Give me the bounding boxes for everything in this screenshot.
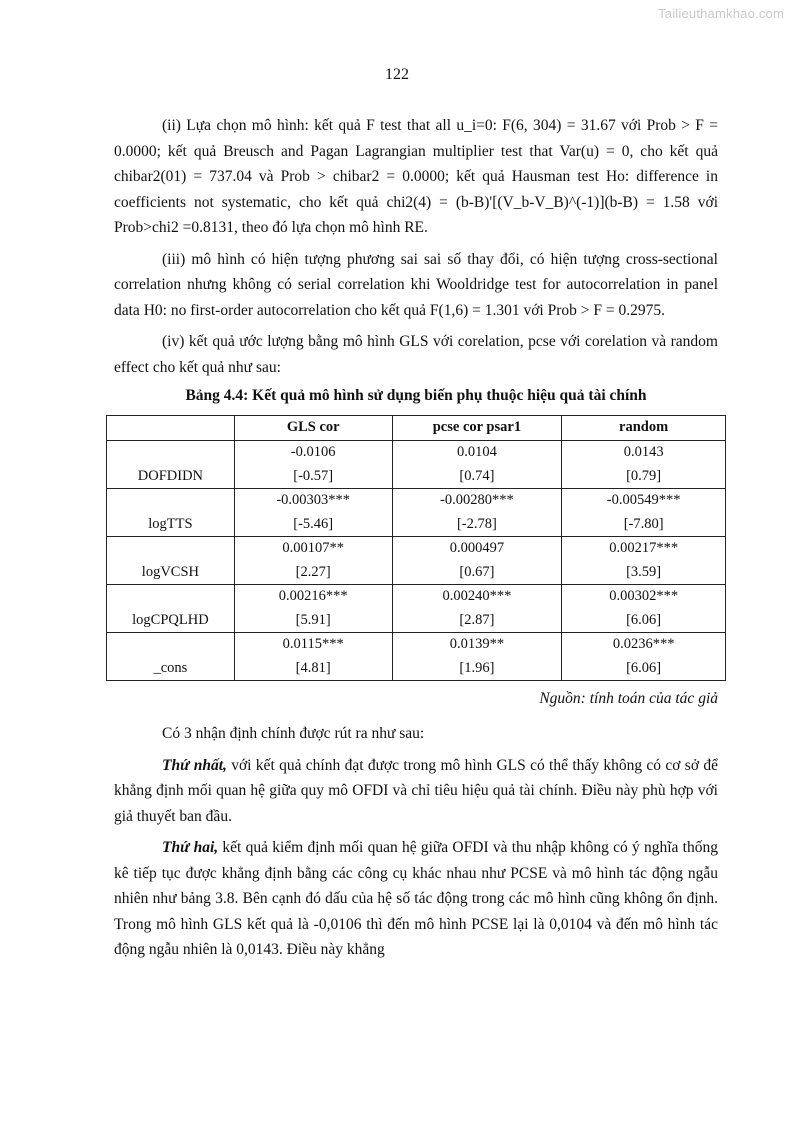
t-statistic: [0.67] <box>459 563 495 580</box>
table-cell-gls <box>234 489 392 537</box>
paragraph-second-finding <box>114 835 718 963</box>
paragraph-estimation-intro: (iv) kết quả ước lượng bằng mô hình GLS với corelation, pcse với corelation và random effect cho kết quả như sau: <box>114 333 718 376</box>
document-body <box>114 113 718 969</box>
t-statistic: [-7.80] <box>623 515 664 532</box>
t-statistic: [-0.57] <box>293 467 334 484</box>
t-statistic: [3.59] <box>626 563 662 580</box>
table-header-gls: GLS cor <box>234 416 392 441</box>
table-cell-gls <box>234 441 392 489</box>
table-cell-variable: logTTS <box>107 489 235 537</box>
results-table <box>106 415 726 681</box>
coefficient: -0.00280*** <box>440 492 514 508</box>
paragraph-model-selection: (ii) Lựa chọn mô hình: kết quả F test that all u_i=0: F(6, 304) = 31.67 với Prob > F = 0.0000; kết quả Breusch and Pagan Lagrangian multiplier test that Var(u) = 0, cho kết quả chibar2(01) = 737.04 và Prob > chibar2 = 0.0000; kết quả Hausman test Ho: difference in coefficients not systematic, cho kết quả chi2(4) = (b-B)'[(V_b-V_B)^(-1)](b-B) = 1.58 với Prob>chi2 =0.8131, theo đó lựa chọn mô hình RE. <box>114 117 718 236</box>
t-statistic: [6.06] <box>626 611 662 628</box>
coefficient: 0.0139** <box>449 636 505 652</box>
table-cell-pcse <box>392 441 562 489</box>
table-cell-random <box>562 633 726 681</box>
watermark: Tailieuthamkhao.com <box>658 6 784 21</box>
table-cell-pcse <box>392 633 562 681</box>
t-statistic: [2.27] <box>295 563 331 580</box>
t-statistic: [1.96] <box>459 659 495 676</box>
coefficient: 0.0236*** <box>612 636 675 652</box>
table-cell-gls <box>234 633 392 681</box>
coefficient: -0.00303*** <box>276 492 351 508</box>
coefficient: -0.00549*** <box>606 492 681 508</box>
coefficient: 0.0104 <box>456 444 497 460</box>
table-cell-pcse <box>392 585 562 633</box>
table-row <box>107 441 726 489</box>
table-cell-variable: DOFDIDN <box>107 441 235 489</box>
coefficient: 0.00302*** <box>609 588 679 604</box>
table-header-variable <box>107 416 235 441</box>
t-statistic: [0.79] <box>626 467 662 484</box>
first-finding-lead: Thứ nhất, <box>162 756 227 774</box>
coefficient: 0.00217*** <box>609 540 679 556</box>
table-header-row <box>107 416 726 441</box>
paragraph-first-finding <box>114 753 718 830</box>
t-statistic: [4.81] <box>295 659 331 676</box>
coefficient: 0.00216*** <box>278 588 348 604</box>
table-cell-random <box>562 585 726 633</box>
table-source: Nguồn: tính toán của tác giả <box>539 690 718 707</box>
t-statistic: [-2.78] <box>456 515 497 532</box>
table-header-pcse: pcse cor psar1 <box>392 416 562 441</box>
table-cell-pcse <box>392 537 562 585</box>
t-statistic: [0.74] <box>459 467 495 484</box>
table-cell-variable: _cons <box>107 633 235 681</box>
page-number: 122 <box>385 66 409 83</box>
table-row <box>107 489 726 537</box>
first-finding-text: với kết quả chính đạt được trong mô hình GLS có thể thấy không có cơ sở để khẳng định mối quan hệ giữa quy mô OFDI và chỉ tiêu hiệu quả tài chính. Điều này phù hợp với giả thuyết ban đầu. <box>114 756 718 825</box>
table-cell-pcse <box>392 489 562 537</box>
table-title: Bảng 4.4: Kết quả mô hình sử dụng biến phụ thuộc hiệu quả tài chính <box>185 387 647 404</box>
t-statistic: [5.91] <box>295 611 331 628</box>
coefficient: 0.00107** <box>282 540 344 556</box>
coefficient: 0.00240*** <box>442 588 512 604</box>
coefficient: 0.0115*** <box>282 636 344 652</box>
table-row <box>107 633 726 681</box>
table-cell-gls <box>234 537 392 585</box>
table-cell-random <box>562 537 726 585</box>
table-row <box>107 537 726 585</box>
t-statistic: [2.87] <box>459 611 495 628</box>
table-header-random: random <box>562 416 726 441</box>
coefficient: 0.000497 <box>449 540 505 556</box>
paragraph-conclusions-intro: Có 3 nhận định chính được rút ra như sau: <box>162 725 425 742</box>
table-row <box>107 585 726 633</box>
t-statistic: [6.06] <box>626 659 662 676</box>
second-finding-text: kết quả kiểm định mối quan hệ giữa OFDI và thu nhập không có ý nghĩa thống kê tiếp tục được khẳng định bằng các công cụ khác nhau như PCSE và mô hình tác động ngẫu nhiên như bảng 3.8. Bên cạnh đó dấu của hệ số tác động trong các mô hình cũng không ổn định. Trong mô hình GLS kết quả là -0,0106 thì đến mô hình PCSE lại là 0,0104 và đến mô hình tác động ngẫu nhiên là 0,0143. Điều này khẳng <box>114 839 718 958</box>
table-cell-random <box>562 441 726 489</box>
table-cell-variable: logCPQLHD <box>107 585 235 633</box>
t-statistic: [-5.46] <box>293 515 334 532</box>
coefficient: 0.0143 <box>623 444 664 460</box>
table-cell-gls <box>234 585 392 633</box>
table-cell-random <box>562 489 726 537</box>
second-finding-lead: Thứ hai, <box>162 839 219 856</box>
table-cell-variable: logVCSH <box>107 537 235 585</box>
coefficient: -0.0106 <box>290 444 336 460</box>
paragraph-diagnostics: (iii) mô hình có hiện tượng phương sai sai số thay đổi, có hiện tượng cross-sectional correlation nhưng không có serial correlation khi Wooldridge test for autocorrelation in panel data H0: no first-order autocorrelation cho kết quả F(1,6) = 1.301 với Prob > F = 0.2975. <box>114 250 718 319</box>
